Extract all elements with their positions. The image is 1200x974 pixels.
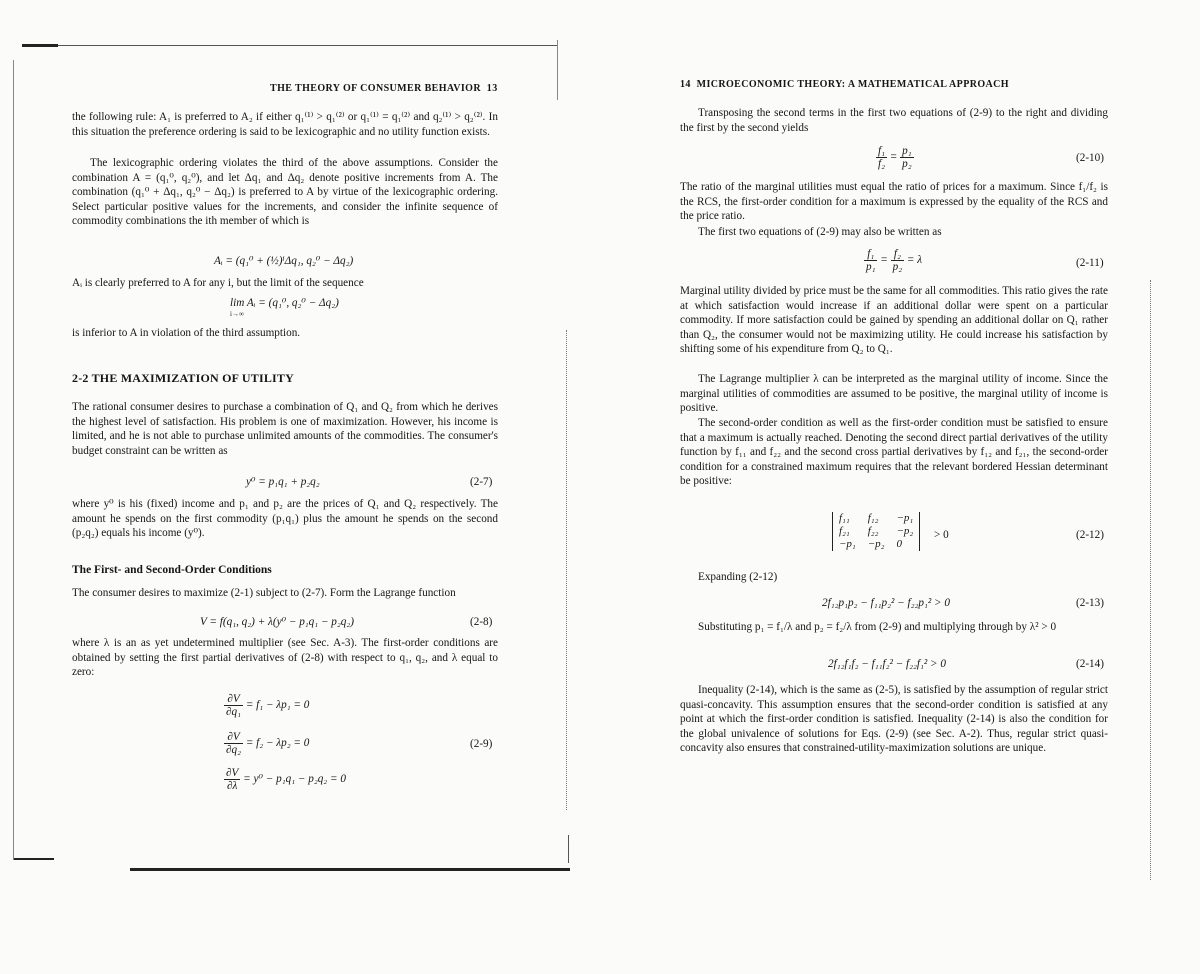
left-running-head — [270, 83, 498, 94]
left-paragraph-5: The rational consumer desires to purchase a combination of Q₁ and Q₂ from which he derives the highest level of satisfaction. His problem is one of maximization. However, his income is limited, and he is not able to purchase unlimited amounts of the commodities. The consumer's budget constraint can be written as — [72, 401, 498, 457]
equation-2-11 — [864, 248, 922, 273]
hessian-row — [833, 525, 920, 538]
equation-limit-subscript: i→∞ — [230, 310, 244, 318]
left-paragraph-8: where λ is an as yet undetermined multiplier (see Sec. A-3). The first-order conditions are obtained by setting the first partial derivatives of (2-8) with respect to q₁, q₂, and λ equal to zero: — [72, 637, 498, 679]
right-paragraph-5: The Lagrange multiplier λ can be interpreted as the marginal utility of income. Since the marginal utilities of commodities are assumed to be positive, the marginal utility of income is positive. — [680, 373, 1108, 415]
equation-2-9a-denominator: ∂q₁ — [226, 706, 242, 718]
right-paragraph-4: Marginal utility divided by price must be the same for all commodities. This ratio gives the rate at which satisfaction would increase if an additional dollar were spent on a particular commodity. If more satisfaction could be gained by spending an additional dollar on Q₁ rather than Q₂, the consumer would not be maximizing utility. He could increase his satisfaction by shifting some of his expenditure from Q₂ to Q₁. — [680, 285, 1108, 356]
bordered-hessian — [832, 512, 920, 551]
left-paragraph-7: The consumer desires to maximize (2-1) subject to (2-7). Form the Lagrange function — [72, 587, 456, 599]
equation-2-14: 2f₁₂f₁f₂ − f₁₁f₂² − f₂₂f₁² > 0 — [828, 658, 946, 670]
right-paragraph-6: The second-order condition as well as the first-order condition must be satisfied to ensure that a maximum is actually reached. Denoting the second direct partial derivatives of the utility function by f₁₁ and f₂₂ and the second cross partial derivatives by f₁₂ and f₂₁, the second-order condition for a constrained maximum requires that the relevant bordered Hessian determinant be positive: — [680, 417, 1108, 488]
equation-2-7: y⁰ = p₁q₁ + p₂q₂ — [246, 476, 320, 488]
left-paragraph-6: where y⁰ is his (fixed) income and p₁ and p₂ are the prices of Q₁ and Q₂ respectively. The amount he spends on the first commodity (p₁q₁) plus the amount he spends on the second (p₂q₂) equals his income (y⁰). — [72, 498, 498, 540]
equation-2-11-number: (2-11) — [1076, 257, 1104, 269]
equation-2-10-right-den: p₂ — [902, 158, 912, 170]
hessian-cell: −p₂ — [896, 525, 914, 537]
equation-2-9c-numerator: ∂V — [226, 767, 239, 779]
subsection-title: The First- and Second-Order Conditions — [72, 564, 272, 576]
equation-2-9a-numerator: ∂V — [224, 693, 243, 706]
equation-2-9b-denominator: ∂q₂ — [226, 744, 242, 756]
equation-2-9c-fraction — [224, 767, 240, 792]
equation-2-10-left-fraction — [876, 145, 887, 170]
equation-2-11-tail: = λ — [906, 254, 923, 267]
equation-2-9c-denominator: ∂λ — [227, 780, 238, 792]
equation-2-10-number: (2-10) — [1076, 152, 1104, 164]
equation-2-11-right-fraction — [891, 248, 904, 273]
equation-2-10-left-den: f₂ — [878, 158, 885, 170]
left-paragraph-2: The lexicographic ordering violates the third of the above assumptions. Consider the combination A = (q₁⁰, q₂⁰), and let Δq₁ and Δq₂ denote positive increments from A. The combination (q₁⁰ + Δq₁, q₂⁰ − Δq₂) is preferred to A by virtue of the lexicographic ordering. Select particular positive values for the increments, and consider the infinite sequence of commodity combinations the ith member of which is — [72, 157, 498, 228]
equation-2-8: V = f(q₁, q₂) + λ(y⁰ − p₁q₁ − p₂q₂) — [200, 616, 355, 628]
equation-2-10-right-fraction — [900, 145, 913, 170]
right-paragraph-3: The first two equations of (2-9) may also be written as — [698, 226, 942, 238]
equation-2-9b-rhs: = f₂ − λp₂ = 0 — [245, 737, 310, 750]
equation-2-10 — [876, 145, 914, 170]
equation-2-13: 2f₁₂p₁p₂ − f₁₁p₂² − f₂₂p₁² > 0 — [822, 597, 950, 609]
equation-2-9-number: (2-9) — [470, 738, 493, 750]
equation-2-9b — [224, 731, 309, 756]
equation-2-11-left-fraction — [864, 248, 877, 273]
equation-2-7-number: (2-7) — [470, 476, 493, 488]
equation-2-9a — [224, 693, 309, 718]
hessian-row — [833, 538, 920, 551]
equation-2-9a-rhs: = f₁ − λp₁ = 0 — [245, 699, 310, 712]
hessian-cell: f₁₁ — [839, 512, 850, 524]
hessian-cell: −p₁ — [839, 538, 856, 550]
equation-2-9c-rhs: = y⁰ − p₁q₁ − p₂q₂ = 0 — [243, 773, 346, 786]
left-paragraph-4: is inferior to A in violation of the third assumption. — [72, 327, 301, 339]
equation-2-8-number: (2-8) — [470, 616, 493, 628]
equation-2-10-equals: = — [889, 151, 898, 164]
equation-2-10-right-num: p₁ — [902, 145, 912, 157]
equation-2-11-right-den: p₂ — [892, 261, 903, 273]
left-running-head-text: THE THEORY OF CONSUMER BEHAVIOR — [270, 83, 481, 94]
right-paragraph-2: The ratio of the marginal utilities must equal the ratio of prices for a maximum. Since f₁/f₂ is the RCS, the first-order condition for a maximum is expressed by the equality of the RCS and the price ratio. — [680, 181, 1108, 223]
equation-2-12-tail: > 0 — [934, 529, 949, 541]
equation-ai: Aᵢ = (q₁⁰ + (½)ⁱΔq₁, q₂⁰ − Δq₂) — [214, 255, 354, 267]
hessian-cell: f₂₂ — [867, 525, 879, 537]
hessian-cell: f₂₁ — [839, 525, 850, 537]
right-paragraph-7: Expanding (2-12) — [698, 571, 778, 583]
bordered-hessian-table — [832, 512, 920, 551]
section-title: 2-2 THE MAXIMIZATION OF UTILITY — [72, 371, 295, 385]
equation-2-9b-numerator: ∂V — [224, 731, 243, 744]
equation-2-11-left-den: p₁ — [866, 261, 876, 273]
equation-2-10-left-num: f₁ — [878, 145, 885, 157]
equation-2-11-equals: = — [880, 254, 888, 267]
equation-2-14-number: (2-14) — [1076, 658, 1104, 670]
left-page-number: 13 — [486, 83, 498, 94]
equation-2-11-left-num: f₁ — [864, 248, 877, 261]
equation-2-9b-fraction — [224, 731, 243, 756]
right-paragraph-9: Inequality (2-14), which is the same as (2-5), is satisfied by the assumption of regular strict quasi-concavity. This assumption ensures that the second-order condition is satisfied at any point at which the first-order condition is satisfied. Inequality (2-14) is also the condition for the global univalence of solutions for Eqs. (2-9) (see Sec. A-2). Thus, regular strict quasi-concavity also ensures that constrained-utility-maximization solutions are unique. — [680, 684, 1108, 755]
left-paragraph-3: Aᵢ is clearly preferred to A for any i, but the limit of the sequence — [72, 277, 364, 289]
equation-limit — [230, 296, 339, 318]
right-paragraph-1: Transposing the second terms in the first two equations of (2-9) to the right and dividing the first by the second yields — [680, 107, 1108, 134]
right-running-head-text: MICROECONOMIC THEORY: A MATHEMATICAL APPROACH — [696, 79, 1009, 90]
equation-2-9c — [224, 767, 346, 792]
right-page — [600, 0, 1200, 974]
right-page-number: 14 — [680, 79, 691, 90]
hessian-row — [833, 512, 920, 525]
hessian-cell: −p₁ — [896, 512, 914, 524]
equation-2-9a-fraction — [224, 693, 243, 718]
hessian-cell: f₁₂ — [867, 512, 879, 524]
right-running-head — [680, 79, 1009, 90]
equation-2-12-number: (2-12) — [1076, 529, 1104, 541]
equation-limit-main: lim Aᵢ = (q₁⁰, q₂⁰ − Δq₂) — [230, 297, 339, 309]
left-paragraph-1: the following rule: A₁ is preferred to A₂ if either q₁⁽¹⁾ > q₁⁽²⁾ or q₁⁽¹⁾ = q₁⁽²⁾ and q₂⁽¹⁾ > q₂⁽²⁾. In this situation the preference ordering is said to be lexicographic and no utility function exists. — [72, 111, 498, 138]
hessian-cell: −p₂ — [867, 538, 885, 550]
equation-2-13-number: (2-13) — [1076, 597, 1104, 609]
left-page — [0, 0, 580, 974]
right-paragraph-8: Substituting p₁ = f₁/λ and p₂ = f₂/λ from (2-9) and multiplying through by λ² > 0 — [698, 621, 1057, 633]
hessian-cell: 0 — [896, 538, 902, 550]
equation-2-11-right-num: f₂ — [891, 248, 904, 261]
